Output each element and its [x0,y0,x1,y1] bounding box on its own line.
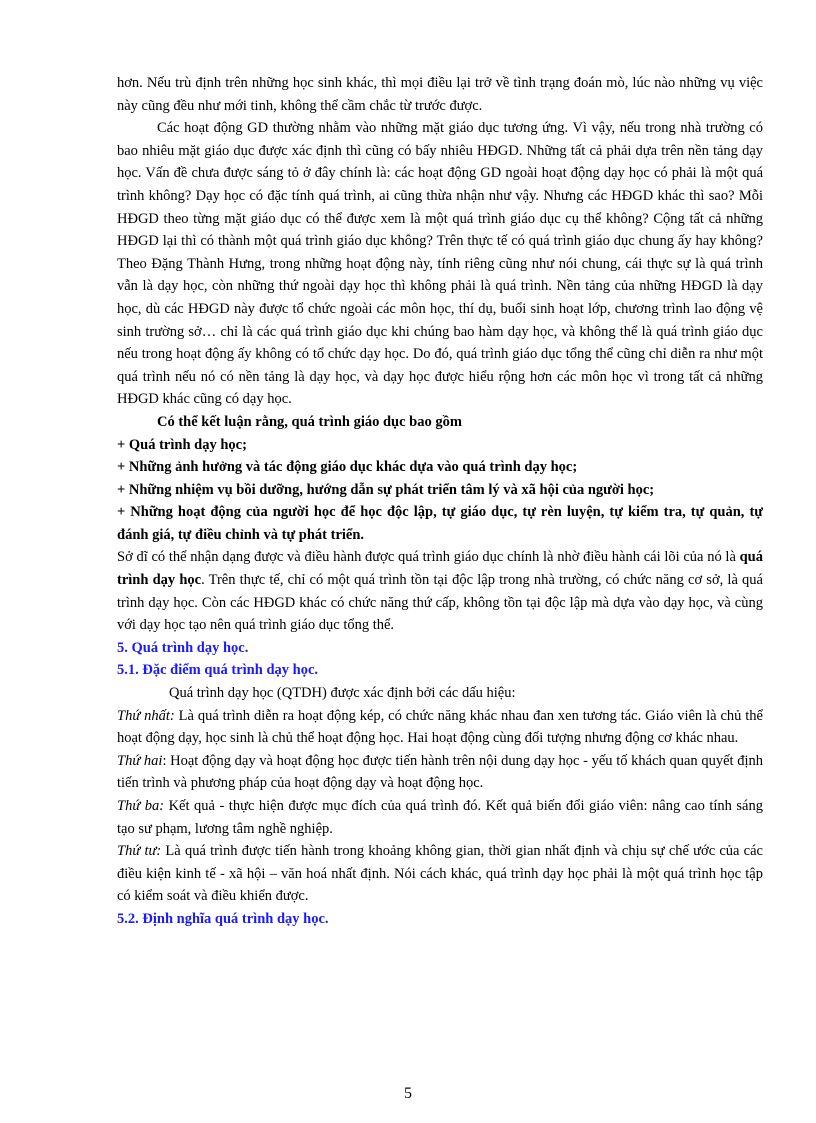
document-body [117,72,763,931]
paragraph-2: Các hoạt động GD thường nhằm vào những mặt giáo dục tương ứng. Vì vậy, nếu trong nhà trường có bao nhiêu mặt giáo dục được xác định thì cũng có bấy nhiêu HĐGD. Những tất cả phải dựa trên nền tảng dạy học. Vấn đề chưa được sáng tỏ ở đây chính là: các hoạt động GD ngoài hoạt động dạy học có phải là một quá trình không? Dạy học có đặc tính quá trình, ai cũng thừa nhận như vậy. Nhưng các HĐGD khác thì sao? Mỗi HĐGD theo từng mặt giáo dục có thể được xem là một quá trình giáo dục cụ thể không? Cộng tất cả những HĐGD lại thì có thành một quá trình giáo dục không? Trên thực tế có quá trình giáo dục chung ấy hay không? Theo Đặng Thành Hưng, trong những hoạt động này, tính riêng cũng như nói chung, cái thực sự là quá trình vẫn là dạy học, còn những thứ ngoài dạy học thì không phải là quá trình. Nền tảng của những HĐGD là dạy học, dù các HĐGD này được tổ chức ngoài các môn học, thí dụ, buổi sinh hoạt lớp, chương trình lao động vệ sinh trường sở… chỉ là các quá trình giáo dục khi chúng bao hàm dạy học, và không thể là quá trình giáo dục nếu trong hoạt động ấy không có tổ chức dạy học. Do đó, quá trình giáo dục tổng thể cũng chỉ diễn ra như một quá trình nếu nó có nền tảng là dạy học, và dạy học được hiểu rộng hơn các môn học vì trong tất cả những HĐGD khác cũng có dạy học. [117,120,763,408]
list-item: + Quá trình dạy học; [117,436,247,453]
list-item: Thứ tư: Là quá trình được tiến hành trong khoảng không gian, thời gian nhất định và chịu sự chế ước của các điều kiện kinh tế - xã hội – văn hoá nhất định. Nói cách khác, quá trình dạy học phải là một quá trình học tập có kiểm soát và điều khiển được. [117,843,763,905]
list-item: Thứ hai: Hoạt động dạy và hoạt động học được tiến hành trên nội dung dạy học - yếu tố khách quan quyết định tiến trình và phương pháp của hoạt động dạy và hoạt động học. [117,752,763,792]
conclusion-intro: Có thể kết luận rằng, quá trình giáo dục bao gồm [157,413,462,430]
section-heading-5-1: 5.1. Đặc điểm quá trình dạy học. [117,662,319,679]
paragraph-1: hơn. Nếu trù định trên những học sinh khác, thì mọi điều lại trở về tình trạng đoán mò, lúc nào những vụ việc này cũng đều như mới tinh, không thể cầm chắc từ trước được. [117,75,763,114]
list-item: + Những ảnh hưởng và tác động giáo dục khác dựa vào quá trình dạy học; [117,459,578,476]
page-number: 5 [404,1085,412,1102]
paragraph-3: Sở dĩ có thể nhận dạng được và điều hành được quá trình giáo dục chính là nhờ điều hành cái lõi của nó là quá trình dạy học. Trên thực tế, chỉ có một quá trình tồn tại độc lập trong nhà trường, có chức năng cơ sở, là quá trình dạy học. Còn các HĐGD khác có chức năng thứ cấp, không tồn tại độc lập mà dựa vào dạy học, và cùng với dạy học tạo nên quá trình giáo dục tổng thể. [117,549,763,634]
paragraph-4: Quá trình dạy học (QTDH) được xác định bởi các dấu hiệu: [169,685,516,702]
list-item: + Những nhiệm vụ bồi dưỡng, hướng dẫn sự phát triển tâm lý và xã hội của người học; [117,481,655,498]
section-heading-5: 5. Quá trình dạy học. [117,639,249,656]
section-heading-5-2: 5.2. Định nghĩa quá trình dạy học. [117,910,329,927]
list-item: + Những hoạt động của người học để học độc lập, tự giáo dục, tự rèn luyện, tự kiểm tra, tự quản, tự đánh giá, tự điều chỉnh và tự phát triển. [117,504,763,543]
list-item: Thứ ba: Kết quả - thực hiện được mục đích của quá trình đó. Kết quả biến đổi giáo viên: nâng cao tính sáng tạo sư phạm, lương tâm nghề nghiệp. [117,798,763,837]
list-item: Thứ nhất: Là quá trình diễn ra hoạt động kép, có chức năng khác nhau đan xen tương tác. Giáo viên là chủ thể hoạt động dạy, học sinh là chủ thể hoạt động học. Hai hoạt động cùng đối tượng nhưng động cơ khác nhau. [117,707,763,747]
